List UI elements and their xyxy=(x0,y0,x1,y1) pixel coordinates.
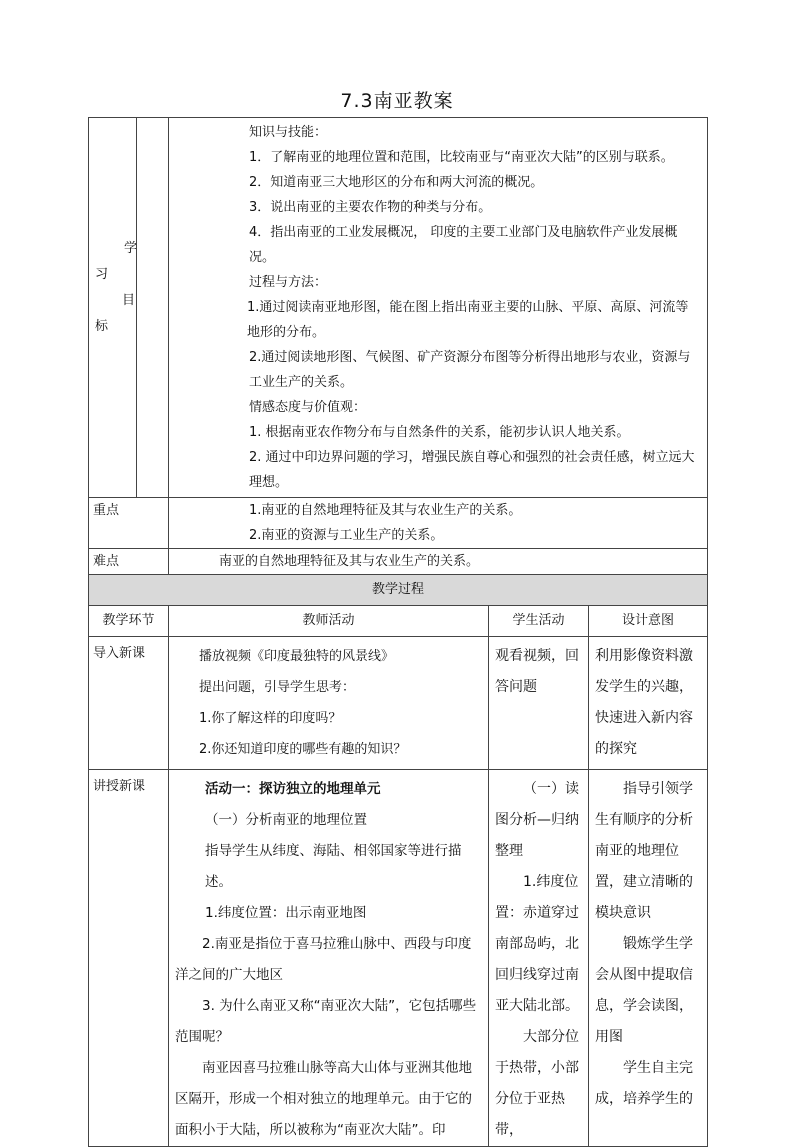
objective-item: 2．知道南亚三大地形区的分布和两大河流的概况。 xyxy=(249,175,544,190)
column-header: 教师活动 xyxy=(169,606,489,637)
key-points-label: 重点 xyxy=(89,498,169,549)
objective-item: 4．指出南亚的工业发展概况， 印度的主要工业部门及电脑软件产业发展概况。 xyxy=(249,225,678,265)
difficulty-row xyxy=(89,549,708,575)
objective-item: 3．说出南亚的主要农作物的种类与分布。 xyxy=(249,200,492,215)
new-lesson-row xyxy=(89,770,708,1147)
objective-item: 2. 通过中印边界问题的学习，增强民族自尊心和强烈的社会责任感，树立远大理想。 xyxy=(249,450,695,490)
objective-heading: 过程与方法： xyxy=(249,275,328,290)
column-header: 设计意图 xyxy=(589,606,708,637)
objective-heading: 情感态度与价值观： xyxy=(249,400,367,415)
design-intent: 指导引领学生有顺序的分析南亚的地理位置，建立清晰的模块意识 锻炼学生学会从图中提取信息，学会读图，用图 学生自主完成，培养学生的 xyxy=(589,770,708,1147)
objective-item: 1．了解南亚的地理位置和范围，比较南亚与“南亚次大陆”的区别与联系。 xyxy=(249,150,674,165)
teacher-activity: 播放视频《印度最独特的风景线》 提出问题，引导学生思考： 1.你了解这样的印度吗？ 2.你还知道印度的哪些有趣的知识？ xyxy=(169,637,489,770)
process-header: 教学过程 xyxy=(89,575,708,606)
difficulty-label: 难点 xyxy=(89,549,169,575)
column-header: 学生活动 xyxy=(489,606,589,637)
student-activity: （一）读图分析—归纳整理 1.纬度位置：赤道穿过南部岛屿，北回归线穿过南亚大陆北部。 大部分位于热带，小部分位于亚热带， xyxy=(489,770,589,1147)
objective-heading: 知识与技能： xyxy=(249,125,328,140)
teacher-activity: 活动一：探访独立的地理单元 （一）分析南亚的地理位置 指导学生从纬度、海陆、相邻国家等进行描述。 1.纬度位置：出示南亚地图 2.南亚是指位于喜马拉雅山脉中、西段与印度洋之间的广大地区 3. 为什么南亚又称“南亚次大陆”，它包括哪些范围呢？ 南亚因喜马拉雅山脉等高大山体与亚洲其他地区隔开，形成一个相对独立的地理单元。由于它的面积小于大陆，所以被称为“南亚次大陆”。印 xyxy=(169,770,489,1147)
lesson-table xyxy=(88,117,708,1147)
column-header: 教学环节 xyxy=(89,606,169,637)
process-header-row xyxy=(89,575,708,606)
student-activity: 观看视频，回答问题 xyxy=(489,637,589,770)
page-title: 7.3南亚教案 xyxy=(340,90,454,112)
difficulty-content: 南亚的自然地理特征及其与农业生产的关系。 xyxy=(169,549,708,575)
objectives-content xyxy=(169,118,708,498)
objective-item: 1. 根据南亚农作物分布与自然条件的关系，能初步认识人地关系。 xyxy=(249,425,630,440)
column-header-row xyxy=(89,606,708,637)
key-points-row xyxy=(89,498,708,549)
objective-item: 2.通过阅读地形图、气候图、矿产资源分布图等分析得出地形与农业，资源与工业生产的关系。 xyxy=(249,350,691,390)
stage-cell: 导入新课 xyxy=(89,637,169,770)
key-points-content: 1.南亚的自然地理特征及其与农业生产的关系。 2.南亚的资源与工业生产的关系。 xyxy=(169,498,708,549)
intro-row xyxy=(89,637,708,770)
stage-cell: 讲授新课 xyxy=(89,770,169,1147)
design-intent: 利用影像资料激发学生的兴趣，快速进入新内容的探究 xyxy=(589,637,708,770)
objectives-label: 学 习 目 标 xyxy=(89,118,169,498)
objective-item: 1.通过阅读南亚地形图，能在图上指出南亚主要的山脉、平原、高原、河流等地形的分布。 xyxy=(247,300,689,340)
objectives-row xyxy=(89,118,708,498)
